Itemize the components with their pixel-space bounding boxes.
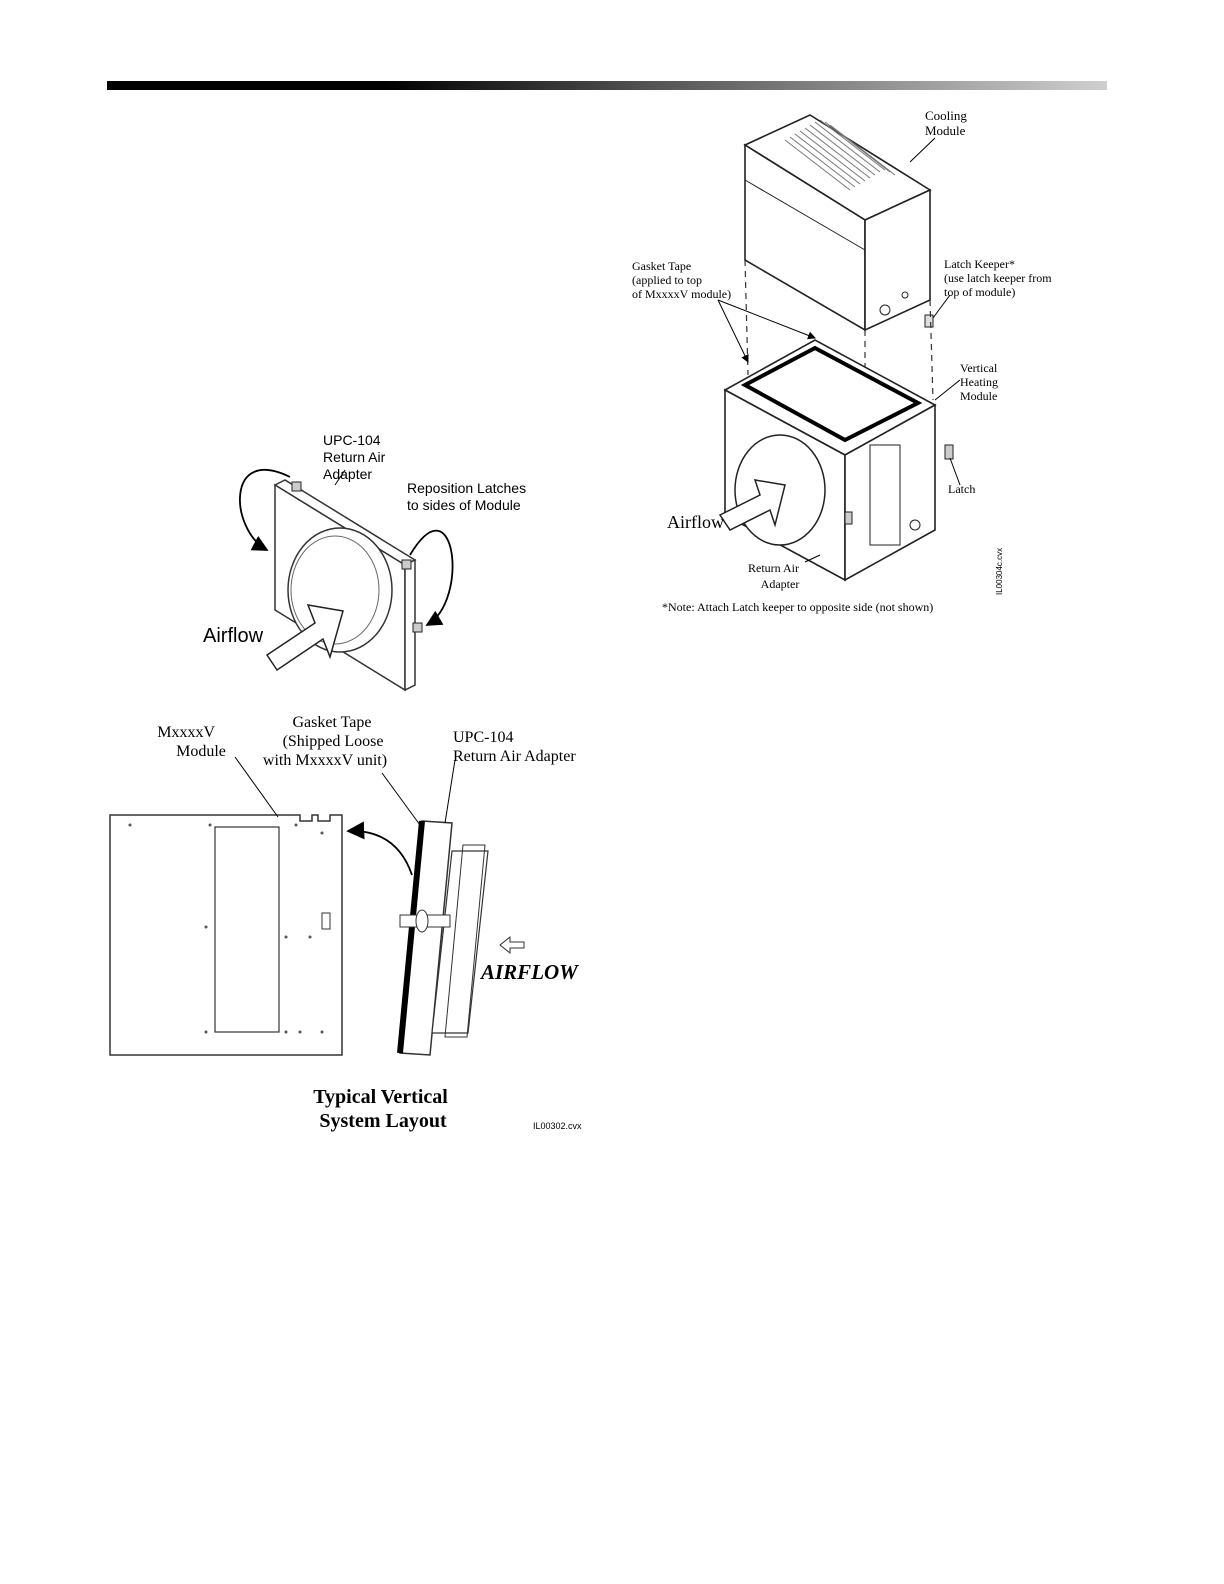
label-upc104-adapter: UPC-104 Return Air Adapter bbox=[323, 432, 386, 482]
label-return-air-adapter: Return Air Adapter bbox=[748, 561, 800, 591]
cooling-module bbox=[745, 115, 930, 330]
label-heating-module: Vertical Heating Module bbox=[960, 361, 998, 403]
vertical-system-layout-figure bbox=[100, 705, 595, 1145]
label-gasket-tape: Gasket Tape (applied to top of MxxxxV module) bbox=[632, 259, 732, 301]
cooling-heating-assembly-figure bbox=[600, 100, 1080, 630]
figure-caption: Typical Vertical System Layout bbox=[313, 1086, 448, 1132]
latch-icon-side bbox=[945, 445, 953, 459]
reposition-arrow-right bbox=[410, 531, 453, 625]
label-airflow-bold: AIRFLOW bbox=[481, 960, 578, 984]
latch-icon-top-right bbox=[402, 560, 411, 569]
label-airflow-top: Airflow bbox=[203, 625, 264, 647]
latch-icon-side bbox=[413, 623, 422, 632]
attach-arrow bbox=[348, 831, 412, 875]
label-upc104-return-air-adapter: UPC-104 Return Air Adapter bbox=[453, 729, 576, 765]
figure-note: *Note: Attach Latch keeper to opposite side (not shown) bbox=[662, 600, 934, 614]
heating-port bbox=[910, 520, 920, 530]
header-rule bbox=[107, 81, 1107, 90]
cooling-port bbox=[880, 305, 890, 315]
figure-file-id: IL00304c.cvx bbox=[995, 547, 1004, 595]
adapter-side-view bbox=[400, 821, 488, 1055]
label-latch-keeper: Latch Keeper* (use latch keeper from top of module) bbox=[944, 257, 1052, 299]
figure-file-id-bottom: IL00302.cvx bbox=[533, 1121, 582, 1131]
label-latch: Latch bbox=[948, 482, 976, 496]
airflow-arrow-small bbox=[500, 937, 524, 953]
return-air-adapter-figure bbox=[195, 425, 555, 695]
latch-keeper-icon bbox=[925, 315, 933, 327]
mxxxxv-module bbox=[110, 815, 342, 1055]
latch-icon-top-left bbox=[292, 482, 301, 491]
label-mxxxxv-module: MxxxxV Module bbox=[157, 724, 226, 760]
label-cooling-module: Cooling Module bbox=[925, 108, 967, 138]
cooling-port-small bbox=[902, 292, 908, 298]
latch-icon-front bbox=[845, 512, 852, 524]
label-airflow: Airflow bbox=[667, 512, 724, 532]
label-reposition-latches: Reposition Latches to sides of Module bbox=[407, 480, 527, 513]
label-gasket-tape-shipped: Gasket Tape (Shipped Loose with MxxxxV unit) bbox=[262, 714, 388, 769]
